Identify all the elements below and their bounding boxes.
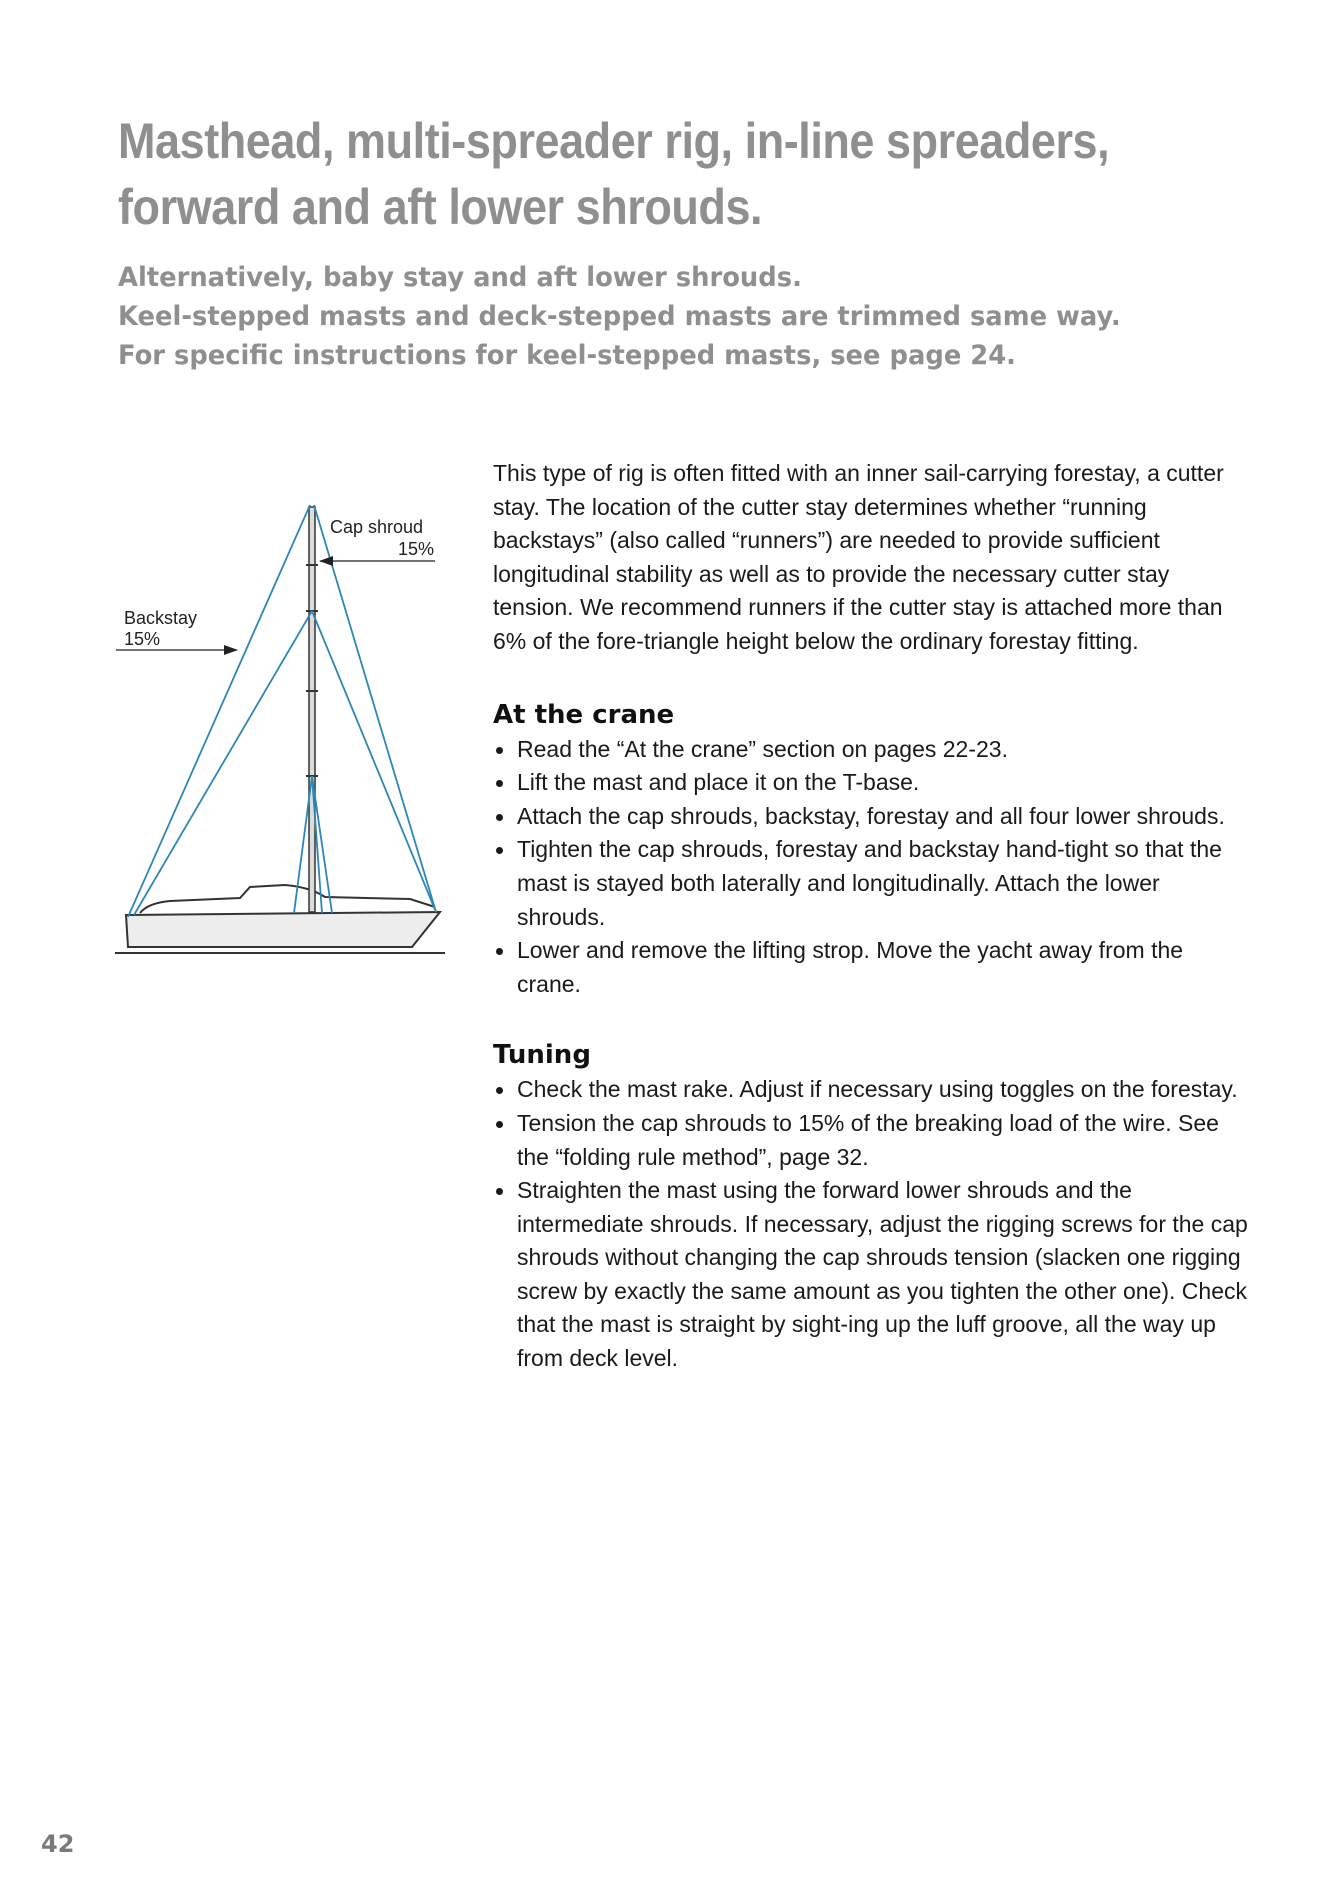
list-item: Lower and remove the lifting strop. Move the yacht away from the crane.	[493, 934, 1253, 1001]
cabin-profile	[140, 885, 435, 913]
list-item: Tighten the cap shrouds, forestay and backstay hand-tight so that the mast is stayed both laterally and longitudinally. Attach the lower shrouds.	[493, 833, 1253, 934]
rig-drawing	[110, 495, 450, 955]
page-title: Masthead, multi-spreader rig, in-line spreaders, forward and aft lower shrouds.	[118, 113, 1110, 235]
page-number: 42	[41, 1830, 75, 1858]
backstay	[128, 505, 310, 917]
list-item: Check the mast rake. Adjust if necessary using toggles on the forestay.	[493, 1073, 1253, 1107]
crane-list	[493, 733, 1253, 1002]
intro-paragraph: This type of rig is often fitted with an inner sail-carrying forestay, a cutter stay. The location of the cutter stay determines whether “running backstays” (also called “runners”) are needed to provide sufficient longitudinal stability as well as to provide the necessary cutter stay tension. We recommend runners if the cutter stay is attached more than 6% of the fore-triangle height below the ordinary forestay fitting.	[493, 460, 1224, 654]
list-item: Lift the mast and place it on the T-base.	[493, 766, 1253, 800]
rigging-wires	[128, 505, 436, 917]
subtitle-line: Alternatively, baby stay and aft lower shrouds.	[118, 262, 802, 293]
tuning-heading: Tuning	[493, 1040, 591, 1071]
backstay-value: 15%	[124, 629, 161, 649]
cap-shroud-label: Cap shroud	[330, 517, 424, 537]
aft-lower-shroud	[134, 611, 312, 915]
body-text-column	[493, 457, 1253, 1376]
list-item: Tension the cap shrouds to 15% of the breaking load of the wire. See the “folding rule method”, page 32.	[493, 1107, 1253, 1174]
list-item: Read the “At the crane” section on pages 22-23.	[493, 733, 1253, 767]
backstay-label: Backstay	[124, 608, 198, 628]
subtitle-block	[118, 258, 1216, 375]
subtitle-line: Keel-stepped masts and deck-stepped masts are trimmed same way.	[118, 301, 1121, 332]
mast	[309, 507, 315, 912]
list-item: Attach the cap shrouds, backstay, forestay and all four lower shrouds.	[493, 800, 1253, 834]
forestay	[314, 505, 436, 912]
cutter-stay	[312, 611, 436, 912]
hull	[126, 912, 440, 947]
crane-heading: At the crane	[493, 699, 675, 730]
rig-diagram	[110, 495, 450, 955]
cap-shroud-value: 15%	[398, 539, 435, 559]
tuning-list	[493, 1073, 1253, 1375]
subtitle-line: For specific instructions for keel-stepped masts, see page 24.	[118, 340, 1016, 371]
list-item: Straighten the mast using the forward lower shrouds and the intermediate shrouds. If necessary, adjust the rigging screws for the cap shrouds without changing the cap shrouds tension (slacken one rigging screw by exactly the same amount as you tighten the other one). Check that the mast is straight by sight-ing up the luff groove, all the way up from deck level.	[493, 1174, 1253, 1376]
